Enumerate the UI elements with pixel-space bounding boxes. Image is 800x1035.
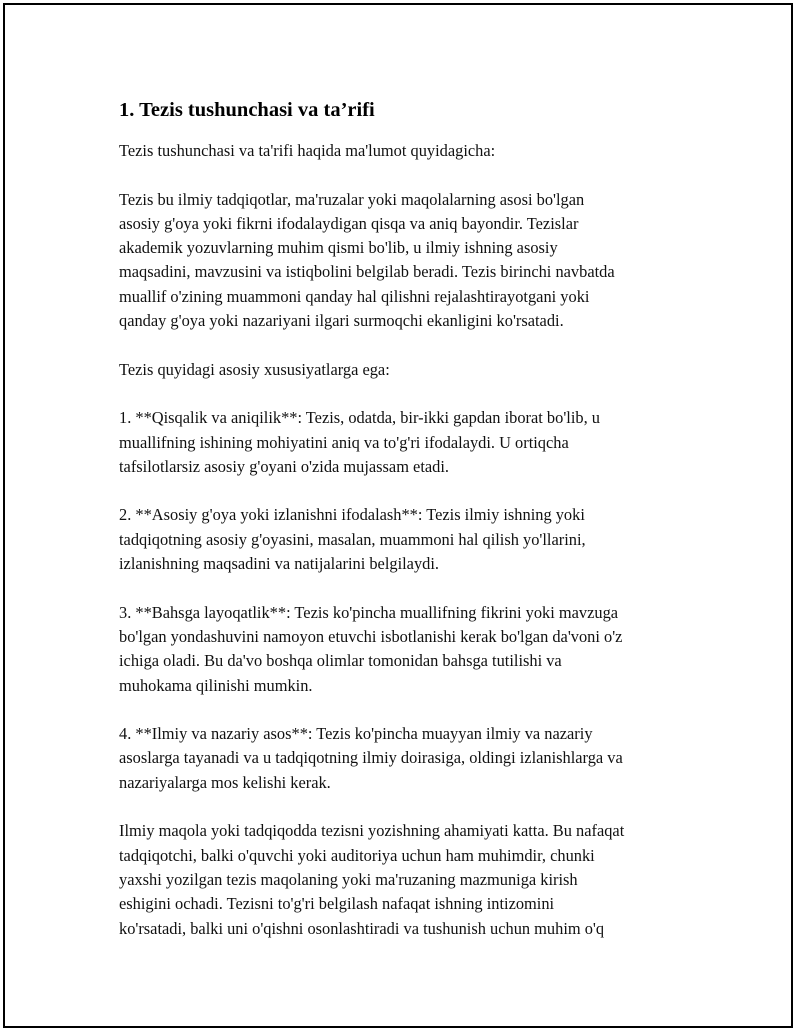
features-intro-paragraph xyxy=(119,358,691,382)
text-line: izlanishning maqsadini va natijalarini belgilaydi. xyxy=(119,554,439,574)
text-line: 4. **Ilmiy va nazariy asos**: Tezis ko'pincha muayyan ilmiy va nazariy xyxy=(119,724,593,744)
document-body xyxy=(119,95,691,965)
feature-item-4 xyxy=(119,722,691,795)
text-line: tadqiqotchi, balki o'quvchi yoki auditoriya uchun ham muhimdir, chunki xyxy=(119,845,595,865)
text-line: bo'lgan yondashuvini namoyon etuvchi isbotlanishi kerak bo'lgan da'voni o'z xyxy=(119,626,623,646)
document-page xyxy=(3,3,793,1028)
text-line: 2. **Asosiy g'oya yoki izlanishni ifodalash**: Tezis ilmiy ishning yoki xyxy=(119,505,585,525)
text-line: asosiy g'oya yoki fikrni ifodalaydigan qisqa va aniq bayondir. Tezislar xyxy=(119,213,579,233)
feature-item-1 xyxy=(119,406,691,479)
text-line: muallifning ishining mohiyatini aniq va to'g'ri ifodalaydi. U ortiqcha xyxy=(119,432,569,452)
text-line: ko'rsatadi, balki uni o'qishni osonlashtiradi va tushunish uchun muhim o'q xyxy=(119,918,605,938)
feature-item-3 xyxy=(119,601,691,698)
text-line: eshigini ochadi. Tezisni to'g'ri belgilash nafaqat ishning intizomini xyxy=(119,894,555,914)
text-line: Ilmiy maqola yoki tadqiqodda tezisni yozishning ahamiyati katta. Bu nafaqat xyxy=(119,821,625,841)
section-heading: 1. Tezis tushunchasi va ta’rifi xyxy=(119,99,375,121)
intro-paragraph xyxy=(119,139,691,163)
text-line: tadqiqotning asosiy g'oyasini, masalan, muammoni hal qilish yo'llarini, xyxy=(119,529,586,549)
text-line: 3. **Bahsga layoqatlik**: Tezis ko'pincha muallifning fikrini yoki mavzuga xyxy=(119,602,619,622)
text-line: 1. **Qisqalik va aniqilik**: Tezis, odatda, bir-ikki gapdan iborat bo'lib, u xyxy=(119,408,600,428)
text-line: nazariyalarga mos kelishi kerak. xyxy=(119,772,331,792)
definition-paragraph xyxy=(119,188,691,334)
importance-paragraph xyxy=(119,819,691,940)
text-line: yaxshi yozilgan tezis maqolaning yoki ma'ruzaning mazmuniga kirish xyxy=(119,869,578,889)
text-line: ichiga oladi. Bu da'vo boshqa olimlar tomonidan bahsga tutilishi va xyxy=(119,651,562,671)
text-line: muallif o'zining muammoni qanday hal qilishni rejalashtirayotgani yoki xyxy=(119,286,590,306)
text-line: Tezis tushunchasi va ta'rifi haqida ma'lumot quyidagicha: xyxy=(119,141,496,160)
text-line: tafsilotlarsiz asosiy g'oyani o'zida mujassam etadi. xyxy=(119,456,449,476)
text-line: maqsadini, mavzusini va istiqbolini belgilab beradi. Tezis birinchi navbatda xyxy=(119,262,615,282)
feature-item-2 xyxy=(119,503,691,576)
text-line: Tezis quyidagi asosiy xususiyatlarga ega: xyxy=(119,359,390,379)
text-line: muhokama qilinishi mumkin. xyxy=(119,675,313,695)
text-line: qanday g'oya yoki nazariyani ilgari surmoqchi ekanligini ko'rsatadi. xyxy=(119,311,564,331)
text-line: asoslarga tayanadi va u tadqiqotning ilmiy doirasiga, oldingi izlanishlarga va xyxy=(119,748,623,768)
text-line: akademik yozuvlarning muhim qismi bo'lib, u ilmiy ishning asosiy xyxy=(119,238,558,258)
text-line: Tezis bu ilmiy tadqiqotlar, ma'ruzalar yoki maqolalarning asosi bo'lgan xyxy=(119,189,585,209)
